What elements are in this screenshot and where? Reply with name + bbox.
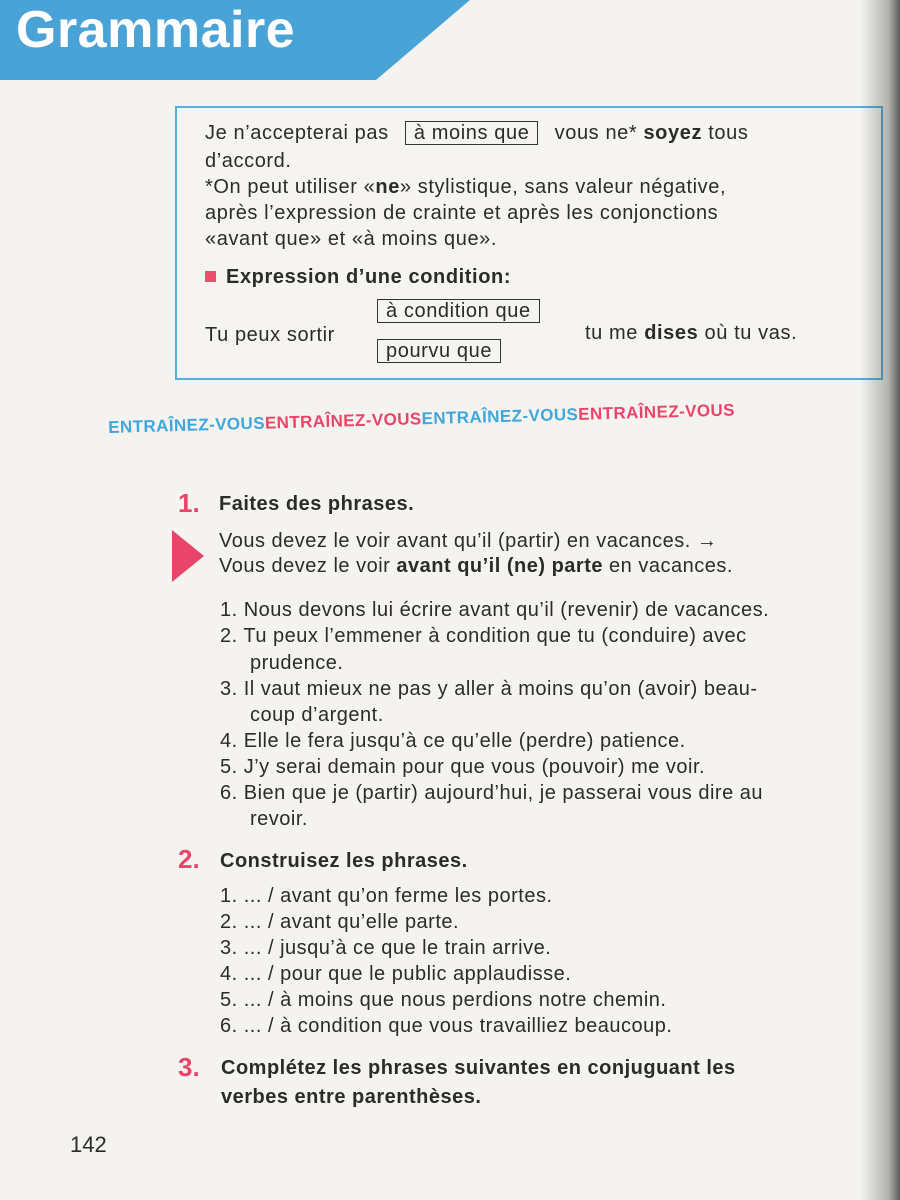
framed-conjunction-condition: à condition que bbox=[377, 299, 540, 323]
list-item: 4. Elle le fera jusqu’à ce qu’elle (perdre) patience. bbox=[220, 730, 686, 752]
condition-box-2-wrap bbox=[377, 338, 501, 364]
list-item: 2. Tu peux l’emmener à condition que tu (conduire) avec bbox=[220, 625, 747, 647]
training-banner: ENTRAÎNEZ-VOUSENTRAÎNEZ-VOUSENTRAÎNEZ-VOUSENTRAÎNEZ-VOUS bbox=[108, 400, 736, 437]
page-number: 142 bbox=[70, 1132, 107, 1157]
condition-example-start: Tu peux sortir bbox=[205, 324, 335, 346]
exercise-2-title: Construisez les phrases. bbox=[220, 850, 468, 872]
framed-conjunction-pourvu: pourvu que bbox=[377, 339, 501, 363]
list-item: 2. ... / avant qu’elle parte. bbox=[220, 911, 460, 933]
grammar-rule-box bbox=[175, 106, 883, 380]
bullet-square-icon bbox=[205, 271, 216, 282]
rule-note-2: après l’expression de crainte et après les conjonctions bbox=[205, 202, 719, 224]
page-binding-shadow bbox=[860, 0, 900, 1200]
list-item-continuation: revoir. bbox=[250, 808, 308, 830]
condition-heading: Expression d’une condition: bbox=[205, 264, 511, 290]
list-item: 5. J’y serai demain pour que vous (pouvoir) me voir. bbox=[220, 756, 706, 778]
exercise-3-title-line-2: verbes entre parenthèses. bbox=[221, 1086, 482, 1108]
exercise-2-number: 2. bbox=[178, 844, 200, 874]
list-item: 3. Il vaut mieux ne pas y aller à moins qu’on (avoir) beau- bbox=[220, 678, 758, 700]
exercise-1-number: 1. bbox=[178, 488, 200, 518]
rule-note-3: «avant que» et «à moins que». bbox=[205, 228, 498, 250]
list-item: 1. Nous devons lui écrire avant qu’il (revenir) de vacances. bbox=[220, 599, 770, 621]
rule-line-1: Je n’accepterai pas à moins que vous ne* soyez tous bbox=[205, 122, 749, 144]
list-item: 1. ... / avant qu’on ferme les portes. bbox=[220, 885, 553, 907]
rule-line-2: d’accord. bbox=[205, 150, 292, 172]
list-item: 6. ... / à condition que vous travailliez beaucoup. bbox=[220, 1015, 673, 1037]
list-item-continuation: prudence. bbox=[250, 652, 344, 674]
list-item: 5. ... / à moins que nous perdions notre chemin. bbox=[220, 989, 667, 1011]
example-arrow-icon bbox=[172, 530, 204, 582]
section-title: Grammaire bbox=[16, 1, 296, 59]
list-item: 4. ... / pour que le public applaudisse. bbox=[220, 963, 572, 985]
list-item: 3. ... / jusqu’à ce que le train arrive. bbox=[220, 937, 552, 959]
rule-note-1: *On peut utiliser «ne» stylistique, sans valeur négative, bbox=[205, 176, 727, 198]
example-line-1: Vous devez le voir avant qu’il (partir) en vacances. → bbox=[219, 530, 718, 552]
exercise-3-number: 3. bbox=[178, 1052, 200, 1082]
example-line-2: Vous devez le voir avant qu’il (ne) parte en vacances. bbox=[219, 555, 733, 577]
condition-box-1-wrap bbox=[377, 298, 540, 324]
list-item: 6. Bien que je (partir) aujourd’hui, je passerai vous dire au bbox=[220, 782, 764, 804]
condition-example-end: tu me dises où tu vas. bbox=[585, 322, 798, 344]
list-item-continuation: coup d’argent. bbox=[250, 704, 384, 726]
framed-conjunction: à moins que bbox=[405, 121, 539, 145]
exercise-3-title-line-1: Complétez les phrases suivantes en conjuguant les bbox=[221, 1057, 736, 1079]
exercise-1-title: Faites des phrases. bbox=[219, 493, 415, 515]
